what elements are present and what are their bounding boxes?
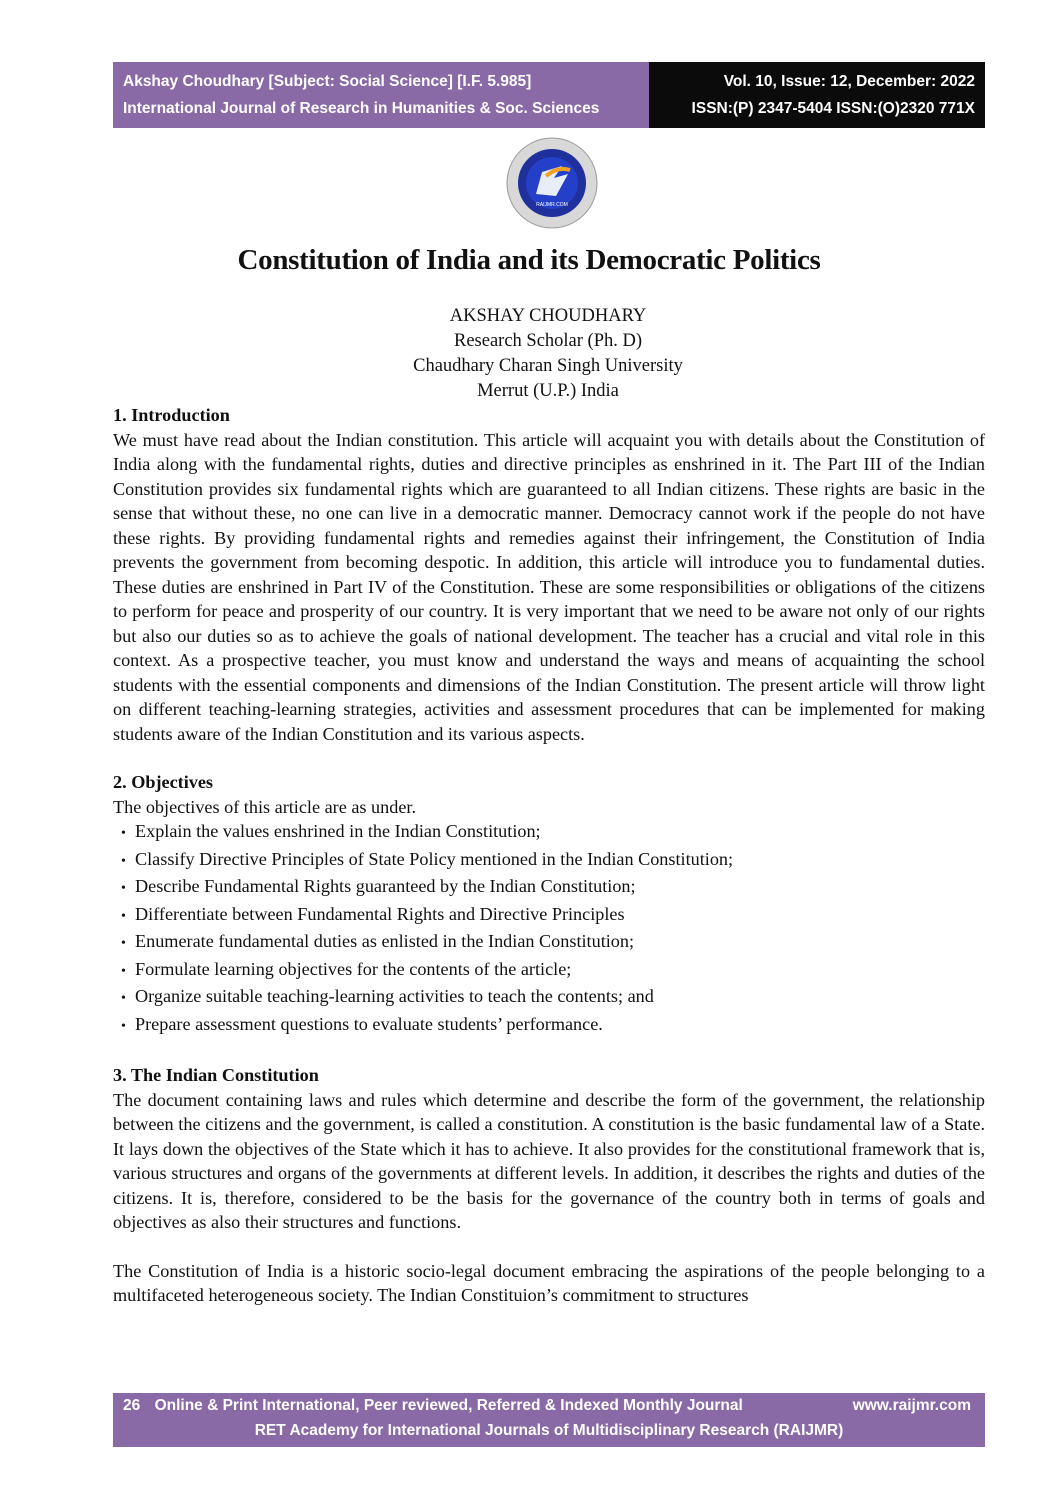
objectives-list: [113, 819, 985, 1039]
list-item: • Formulate learning objectives for the contents of the article;: [121, 957, 985, 985]
intro-paragraph: We must have read about the Indian constitution. This article will acquaint you with details about the Constitution of India along with the fundamental rights, duties and directive principles as enshrined in it. The Part III of the Indian Constitution provides six fundamental rights which are guaranteed to all Indian citizens. These rights are basic in the sense that without these, no one can live in a democratic manner. Democracy cannot work if the people do not have these rights. By providing fundamental rights and remedies against their infringement, the Constitution of India prevents the government from becoming despotic. In addition, this article will introduce you to fundamental duties. These duties are enshrined in Part IV of the Constitution. These are some responsibilities or obligations of the citizens to perform for peace and prosperity of our country. It is very important that we need to be aware not only of our rights but also our duties so as to achieve the goals of national development. The teacher has a crucial and vital role in this context. As a prospective teacher, you must know and understand the ways and means of acquainting the school students with the essential components and dimensions of the Indian Constitution. The present article will throw light on different teaching-learning strategies, activities and assessment procedures that can be implemented for making students aware of the Indian Constitution and its various aspects.: [113, 429, 985, 744]
constitution-paragraph-2: The Constitution of India is a historic socio-legal document embracing the aspirations of the people belonging to a multifaceted heterogeneous society. The Indian Constituion’s commitment to structures: [113, 1260, 985, 1305]
author-name: AKSHAY CHOUDHARY: [449, 306, 647, 326]
header-issn: ISSN:(P) 2347-5404 ISSN:(O)2320 771X: [691, 100, 975, 117]
footer-publisher: RET Academy for International Journals of Multidisciplinary Research (RAIJMR): [254, 1422, 844, 1439]
header-journal-name: International Journal of Research in Humanities & Soc. Sciences: [123, 100, 600, 117]
list-item: • Prepare assessment questions to evaluate students’ performance.: [121, 1012, 985, 1040]
footer-journal-description: Online & Print International, Peer reviewed, Referred & Indexed Monthly Journal: [154, 1397, 743, 1414]
article-body: [113, 403, 985, 1308]
author-role: Research Scholar (Ph. D): [453, 331, 643, 351]
header-left-block: [113, 62, 649, 128]
author-block: [0, 304, 1058, 404]
page-number: 26: [123, 1397, 141, 1414]
objectives-heading: 2. Objectives: [113, 772, 214, 792]
journal-footer: [113, 1393, 985, 1447]
intro-heading: 1. Introduction: [113, 405, 230, 425]
objectives-lead: The objectives of this article are as under.: [113, 796, 417, 817]
footer-website-link[interactable]: www.raijmr.com: [852, 1397, 971, 1414]
journal-header: [113, 62, 985, 128]
list-item: • Enumerate fundamental duties as enlisted in the Indian Constitution;: [121, 929, 985, 957]
list-item: • Classify Directive Principles of State Policy mentioned in the Indian Constitution;: [121, 847, 985, 875]
header-author-subject: Akshay Choudhary [Subject: Social Science] [I.F. 5.985]: [123, 73, 532, 90]
list-item: • Organize suitable teaching-learning activities to teach the contents; and: [121, 984, 985, 1012]
list-item: • Explain the values enshrined in the Indian Constitution;: [121, 819, 985, 847]
constitution-paragraph-1: The document containing laws and rules which determine and describe the form of the government, the relationship between the citizens and the government, is called a constitution. A constitution is the basic fundamental law of a State. It lays down the objectives of the State which it has to achieve. It also provides for the constitutional framework that is, various structures and organs of the governments at different levels. In addition, it describes the rights and duties of the citizens. It is, therefore, considered to be the basis for the governance of the country both in terms of goals and objectives as also their structures and functions.: [113, 1089, 985, 1232]
logo-caption: RAIJMR.COM: [536, 202, 568, 208]
list-item: • Differentiate between Fundamental Rights and Directive Principles: [121, 902, 985, 930]
header-volume-issue: Vol. 10, Issue: 12, December: 2022: [723, 73, 975, 90]
header-right-block: [649, 62, 985, 128]
constitution-heading: 3. The Indian Constitution: [113, 1065, 319, 1085]
raijmr-logo: [496, 136, 608, 230]
list-item: • Describe Fundamental Rights guaranteed by the Indian Constitution;: [121, 874, 985, 902]
author-university: Chaudhary Charan Singh University: [413, 356, 683, 376]
author-location: Merrut (U.P.) India: [477, 381, 619, 401]
paper-title: Constitution of India and its Democratic Politics: [237, 244, 821, 276]
